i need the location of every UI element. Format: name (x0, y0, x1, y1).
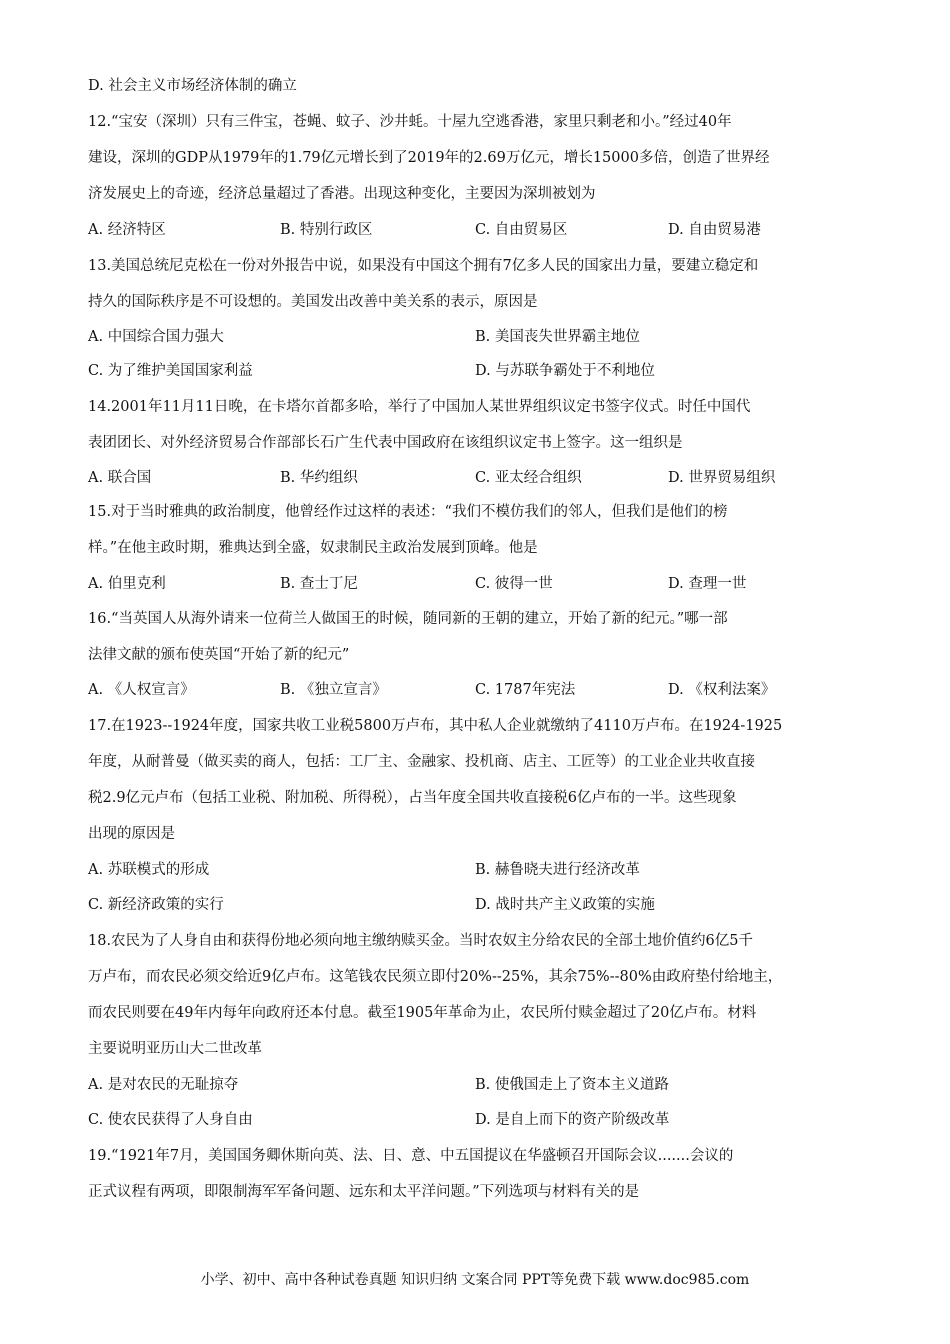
option-d: D. 是自上而下的资产阶级改革 (475, 1112, 670, 1128)
option-c: C. 彼得一世 (475, 576, 553, 592)
option-b: B. 特别行政区 (280, 222, 373, 238)
option-a: A. 是对农民的无耻掠夺 (88, 1077, 239, 1093)
question-stem-line: 16.“当英国人从海外请来一位荷兰人做国王的时候，随同新的王朝的建立，开始了新的纪元。”哪一部 (88, 611, 728, 627)
question-stem-line: 而农民则要在49年内每年向政府还本付息。截至1905年革命为止，农民所付赎金超过了20亿卢布。材料 (88, 1005, 757, 1021)
option-a: A. 联合国 (88, 470, 152, 486)
question-stem-line: 12.“宝安（深圳）只有三件宝，苍蝇、蚊子、沙井蚝。十屋九空逃香港，家里只剩老和小。”经过40年 (88, 114, 732, 130)
page-footer: 小学、初中、高中各种试卷真题 知识归纳 文案合同 PPT等免费下载 www.doc985.com (200, 1272, 750, 1288)
option-a: A. 经济特区 (88, 222, 166, 238)
option-b: B. 《独立宣言》 (280, 682, 387, 698)
option-d: D. 查理一世 (668, 576, 747, 592)
option-d: D. 《权利法案》 (668, 682, 776, 698)
option-b: B. 美国丧失世界霸主地位 (475, 329, 640, 345)
question-stem-line: 14.2001年11月11日晚，在卡塔尔首都多哈，举行了中国加人某世界组织议定书签字仪式。时任中国代 (88, 399, 751, 415)
question-stem-line: 正式议程有两项，即限制海军军备问题、远东和太平洋问题。”下列选项与材料有关的是 (88, 1184, 640, 1200)
question-stem-line: 济发展史上的奇迹，经济总量超过了香港。出现这种变化，主要因为深圳被划为 (88, 186, 596, 202)
question-stem-line: 19.“1921年7月，美国国务卿休斯向英、法、日、意、中五国提议在华盛顿召开国际会议.......会议的 (88, 1148, 734, 1164)
question-stem-line: 法律文献的颁布使英国“开始了新的纪元” (88, 647, 350, 663)
question-stem-line: 持久的国际秩序是不可设想的。美国发出改善中美关系的表示，原因是 (88, 294, 538, 310)
question-stem-line: 主要说明亚历山大二世改革 (88, 1041, 262, 1057)
option-a: A. 伯里克利 (88, 576, 166, 592)
option-b: B. 查士丁尼 (280, 576, 358, 592)
question-stem-line: 建设，深圳的GDP从1979年的1.79亿元增长到了2019年的2.69万亿元，增长15000多倍，创造了世界经 (88, 150, 770, 166)
option-c: C. 使农民获得了人身自由 (88, 1112, 253, 1128)
question-stem-line: 18.农民为了人身自由和获得份地必须向地主缴纳赎买金。当时农奴主分给农民的全部土地价值约6亿5千 (88, 933, 754, 949)
option-d: D. 世界贸易组织 (668, 470, 776, 486)
option-b: B. 华约组织 (280, 470, 358, 486)
question-stem-line: 税2.9亿元卢布（包括工业税、附加税、所得税），占当年度全国共收直接税6亿卢布的一半。这些现象 (88, 790, 737, 806)
option-c: C. 为了维护美国国家利益 (88, 363, 253, 379)
option-c: C. 新经济政策的实行 (88, 897, 224, 913)
option-b: B. 赫鲁晓夫进行经济改革 (475, 862, 640, 878)
option-a: A. 中国综合国力强大 (88, 329, 224, 345)
option-c: C. 自由贸易区 (475, 222, 568, 238)
question-stem-line: 万卢布，而农民必须交给近9亿卢布。这笔钱农民须立即付20%--25%，其余75%--80%由政府垫付给地主， (88, 969, 783, 985)
question-stem-line: 表团团长、对外经济贸易合作部部长石广生代表中国政府在该组织议定书上签字。这一组织是 (88, 435, 683, 451)
question-stem-line: 13.美国总统尼克松在一份对外报告中说，如果没有中国这个拥有7亿多人民的国家出力量，要建立稳定和 (88, 258, 759, 274)
question-stem-line: 15.对于当时雅典的政治制度，他曾经作过这样的表述：“我们不模仿我们的邻人，但我们是他们的榜 (88, 504, 728, 520)
option-d: D. 自由贸易港 (668, 222, 761, 238)
option-b: B. 使俄国走上了资本主义道路 (475, 1077, 669, 1093)
option-d: D. 与苏联争霸处于不利地位 (475, 363, 655, 379)
option-c: C. 亚太经合组织 (475, 470, 582, 486)
option-a: A. 《人权宣言》 (88, 682, 195, 698)
q11-option-d: D. 社会主义市场经济体制的确立 (88, 78, 297, 94)
option-c: C. 1787年宪法 (475, 682, 576, 698)
option-d: D. 战时共产主义政策的实施 (475, 897, 655, 913)
question-stem-line: 年度，从耐普曼（做买卖的商人，包括：工厂主、金融家、投机商、店主、工匠等）的工业企业共收直接 (88, 754, 755, 770)
question-stem-line: 出现的原因是 (88, 826, 175, 842)
option-a: A. 苏联模式的形成 (88, 862, 210, 878)
question-stem-line: 17.在1923--1924年度，国家共收工业税5800万卢布，其中私人企业就缴纳了4110万卢布。在1924-1925 (88, 718, 783, 734)
question-stem-line: 样。”在他主政时期，雅典达到全盛，奴隶制民主政治发展到顶峰。他是 (88, 540, 538, 556)
